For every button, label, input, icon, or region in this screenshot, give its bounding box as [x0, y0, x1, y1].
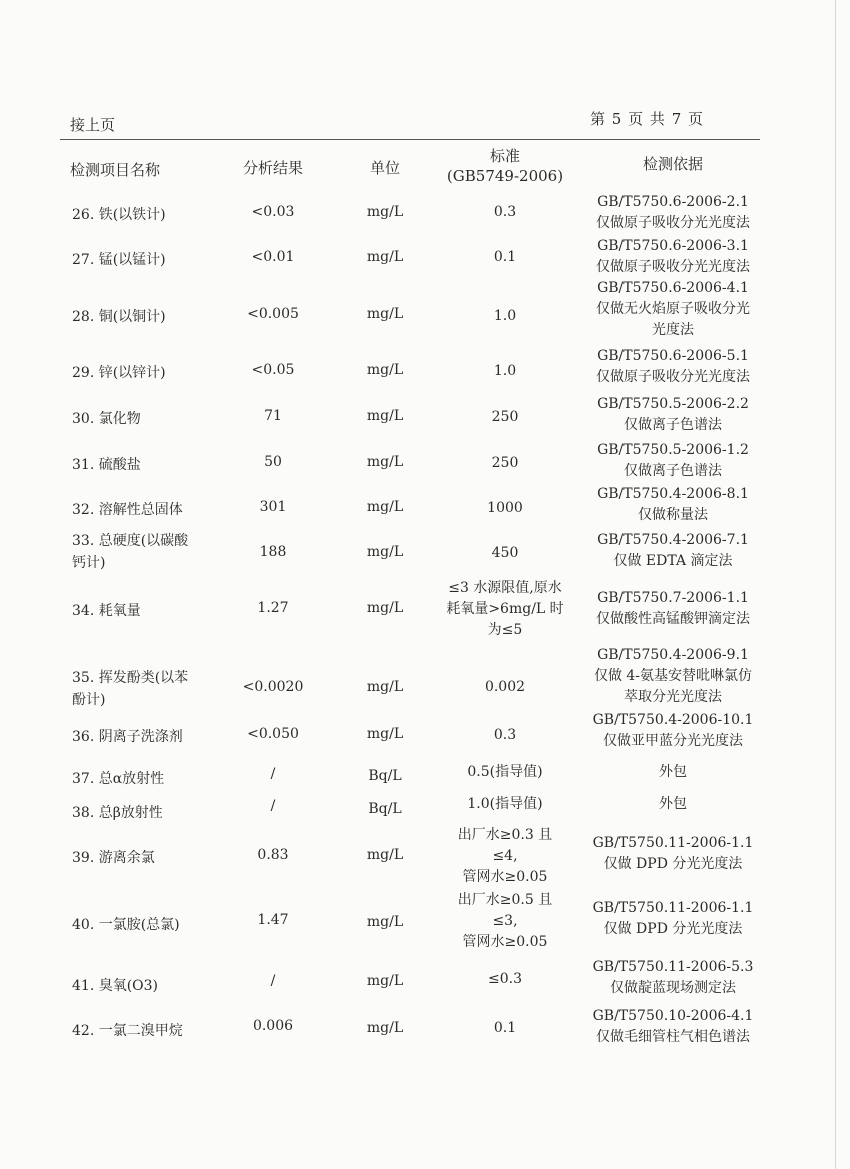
result-cell: 50: [264, 454, 282, 470]
unit-cell: mg/L: [366, 973, 404, 989]
basis-cell: GB/T5750.4-2006-7.1 仅做 EDTA 滴定法: [597, 532, 749, 569]
standard-cell: 0.3: [493, 727, 517, 743]
unit-cell: mg/L: [366, 679, 404, 695]
standard-cell: 0.3: [493, 204, 517, 220]
standard-cell: ≤0.3: [488, 971, 522, 987]
standard-cell: 0.5(指导值): [467, 764, 543, 780]
standard-cell: 250: [491, 409, 519, 425]
basis-cell: GB/T5750.11-2006-5.3 仅做靛蓝现场测定法: [592, 959, 754, 996]
unit-cell: mg/L: [366, 544, 404, 560]
item-name-cell: 38. 总β放射性: [72, 805, 163, 821]
header-rule: [60, 139, 760, 140]
unit-cell: mg/L: [366, 847, 404, 863]
item-name-cell: 29. 锌(以锌计): [72, 365, 166, 381]
page-number: 5: [611, 110, 623, 128]
column-header-item: 检测项目名称: [70, 161, 161, 179]
basis-cell: GB/T5750.11-2006-1.1 仅做 DPD 分光光度法: [592, 900, 754, 937]
basis-cell: GB/T5750.11-2006-1.1 仅做 DPD 分光光度法: [592, 835, 754, 872]
item-name-cell: 37. 总α放射性: [72, 771, 165, 787]
basis-cell: 外包: [659, 764, 687, 780]
result-cell: /: [270, 766, 276, 782]
item-name-cell: 36. 阴离子洗涤剂: [72, 729, 183, 745]
page-mid: 页 共: [628, 110, 666, 128]
item-name-cell: 26. 铁(以铁计): [72, 207, 166, 223]
page-edge: [835, 0, 836, 1169]
item-name-cell: 42. 一氯二溴甲烷: [72, 1023, 183, 1039]
result-cell: <0.005: [247, 306, 299, 322]
result-cell: <0.0020: [242, 679, 304, 695]
column-header-unit: 单位: [369, 159, 400, 177]
item-name-cell: 33. 总硬度(以碳酸 钙计): [72, 533, 189, 571]
column-header-result: 分析结果: [242, 159, 303, 177]
result-cell: <0.03: [251, 204, 295, 220]
result-cell: /: [270, 973, 276, 989]
unit-cell: mg/L: [366, 499, 404, 515]
unit-cell: mg/L: [366, 726, 404, 742]
basis-cell: 外包: [659, 796, 687, 812]
standard-cell: 1.0(指导值): [467, 796, 543, 812]
result-cell: 0.83: [257, 847, 289, 863]
unit-cell: mg/L: [366, 306, 404, 322]
item-name-cell: 32. 溶解性总固体: [72, 502, 183, 518]
standard-cell: ≤3 水源限值,原水 耗氧量>6mg/L 时 为≤5: [446, 580, 564, 638]
result-cell: 0.006: [252, 1018, 294, 1034]
item-name-cell: 35. 挥发酚类(以苯 酚计): [72, 670, 189, 708]
standard-cell: 1.0: [493, 363, 517, 379]
unit-cell: mg/L: [366, 408, 404, 424]
basis-cell: GB/T5750.10-2006-4.1 仅做毛细管柱气相色谱法: [592, 1008, 754, 1045]
result-cell: /: [270, 798, 276, 814]
item-name-cell: 40. 一氯胺(总氯): [72, 917, 180, 933]
standard-cell: 1.0: [493, 308, 517, 324]
result-cell: 301: [259, 499, 287, 515]
basis-cell: GB/T5750.4-2006-9.1 仅做 4-氨基安替吡啉氯仿 萃取分光光度法: [593, 647, 753, 705]
item-name-cell: 34. 耗氧量: [72, 603, 141, 619]
basis-cell: GB/T5750.6-2006-4.1 仅做无火焰原子吸收分光 光度法: [596, 280, 750, 338]
basis-cell: GB/T5750.6-2006-5.1 仅做原子吸收分光光度法: [596, 348, 750, 385]
column-header-basis: 检测依据: [642, 155, 703, 173]
standard-cell: 出厂水≥0.3 且 ≤4, 管网水≥0.05: [457, 827, 553, 885]
result-cell: <0.050: [247, 726, 299, 742]
standard-cell: 450: [491, 545, 519, 561]
basis-cell: GB/T5750.7-2006-1.1 仅做酸性高锰酸钾滴定法: [596, 590, 750, 627]
column-header-standard: 标准 (GB5749-2006): [446, 147, 564, 185]
page-indicator: [590, 108, 704, 129]
basis-cell: GB/T5750.4-2006-10.1 仅做亚甲蓝分光光度法: [592, 712, 754, 749]
basis-cell: GB/T5750.5-2006-2.2 仅做离子色谱法: [597, 396, 749, 433]
result-cell: 71: [264, 408, 282, 424]
basis-cell: GB/T5750.4-2006-8.1 仅做称量法: [597, 486, 749, 523]
item-name-cell: 28. 铜(以铜计): [72, 309, 166, 325]
unit-cell: mg/L: [366, 249, 404, 265]
result-cell: 1.27: [257, 600, 289, 616]
unit-cell: mg/L: [366, 914, 404, 930]
unit-cell: Bq/L: [368, 768, 402, 784]
standard-cell: 0.1: [493, 249, 517, 265]
unit-cell: mg/L: [366, 600, 404, 616]
standard-cell: 0.1: [493, 1020, 517, 1036]
result-cell: <0.05: [251, 362, 295, 378]
unit-cell: Bq/L: [368, 801, 402, 817]
result-cell: 188: [259, 544, 287, 560]
standard-cell: 出厂水≥0.5 且 ≤3, 管网水≥0.05: [457, 892, 553, 950]
item-name-cell: 41. 臭氧(O3): [72, 978, 159, 994]
standard-cell: 1000: [487, 500, 523, 516]
unit-cell: mg/L: [366, 1020, 404, 1036]
item-name-cell: 27. 锰(以锰计): [72, 252, 166, 268]
result-cell: <0.01: [251, 249, 295, 265]
standard-cell: 0.002: [484, 679, 526, 695]
item-name-cell: 39. 游离余氯: [72, 850, 155, 866]
unit-cell: mg/L: [366, 454, 404, 470]
basis-cell: GB/T5750.6-2006-3.1 仅做原子吸收分光光度法: [596, 238, 750, 275]
page-total: 7: [671, 110, 683, 128]
continued-label: 接上页: [70, 116, 116, 134]
basis-cell: GB/T5750.5-2006-1.2 仅做离子色谱法: [597, 442, 749, 479]
standard-cell: 250: [491, 455, 519, 471]
unit-cell: mg/L: [366, 362, 404, 378]
page-suffix: 页: [688, 110, 705, 128]
item-name-cell: 30. 氯化物: [72, 411, 141, 427]
page-prefix: 第: [590, 110, 607, 128]
unit-cell: mg/L: [366, 204, 404, 220]
basis-cell: GB/T5750.6-2006-2.1 仅做原子吸收分光光度法: [596, 194, 750, 231]
result-cell: 1.47: [257, 912, 289, 928]
item-name-cell: 31. 硫酸盐: [72, 457, 141, 473]
